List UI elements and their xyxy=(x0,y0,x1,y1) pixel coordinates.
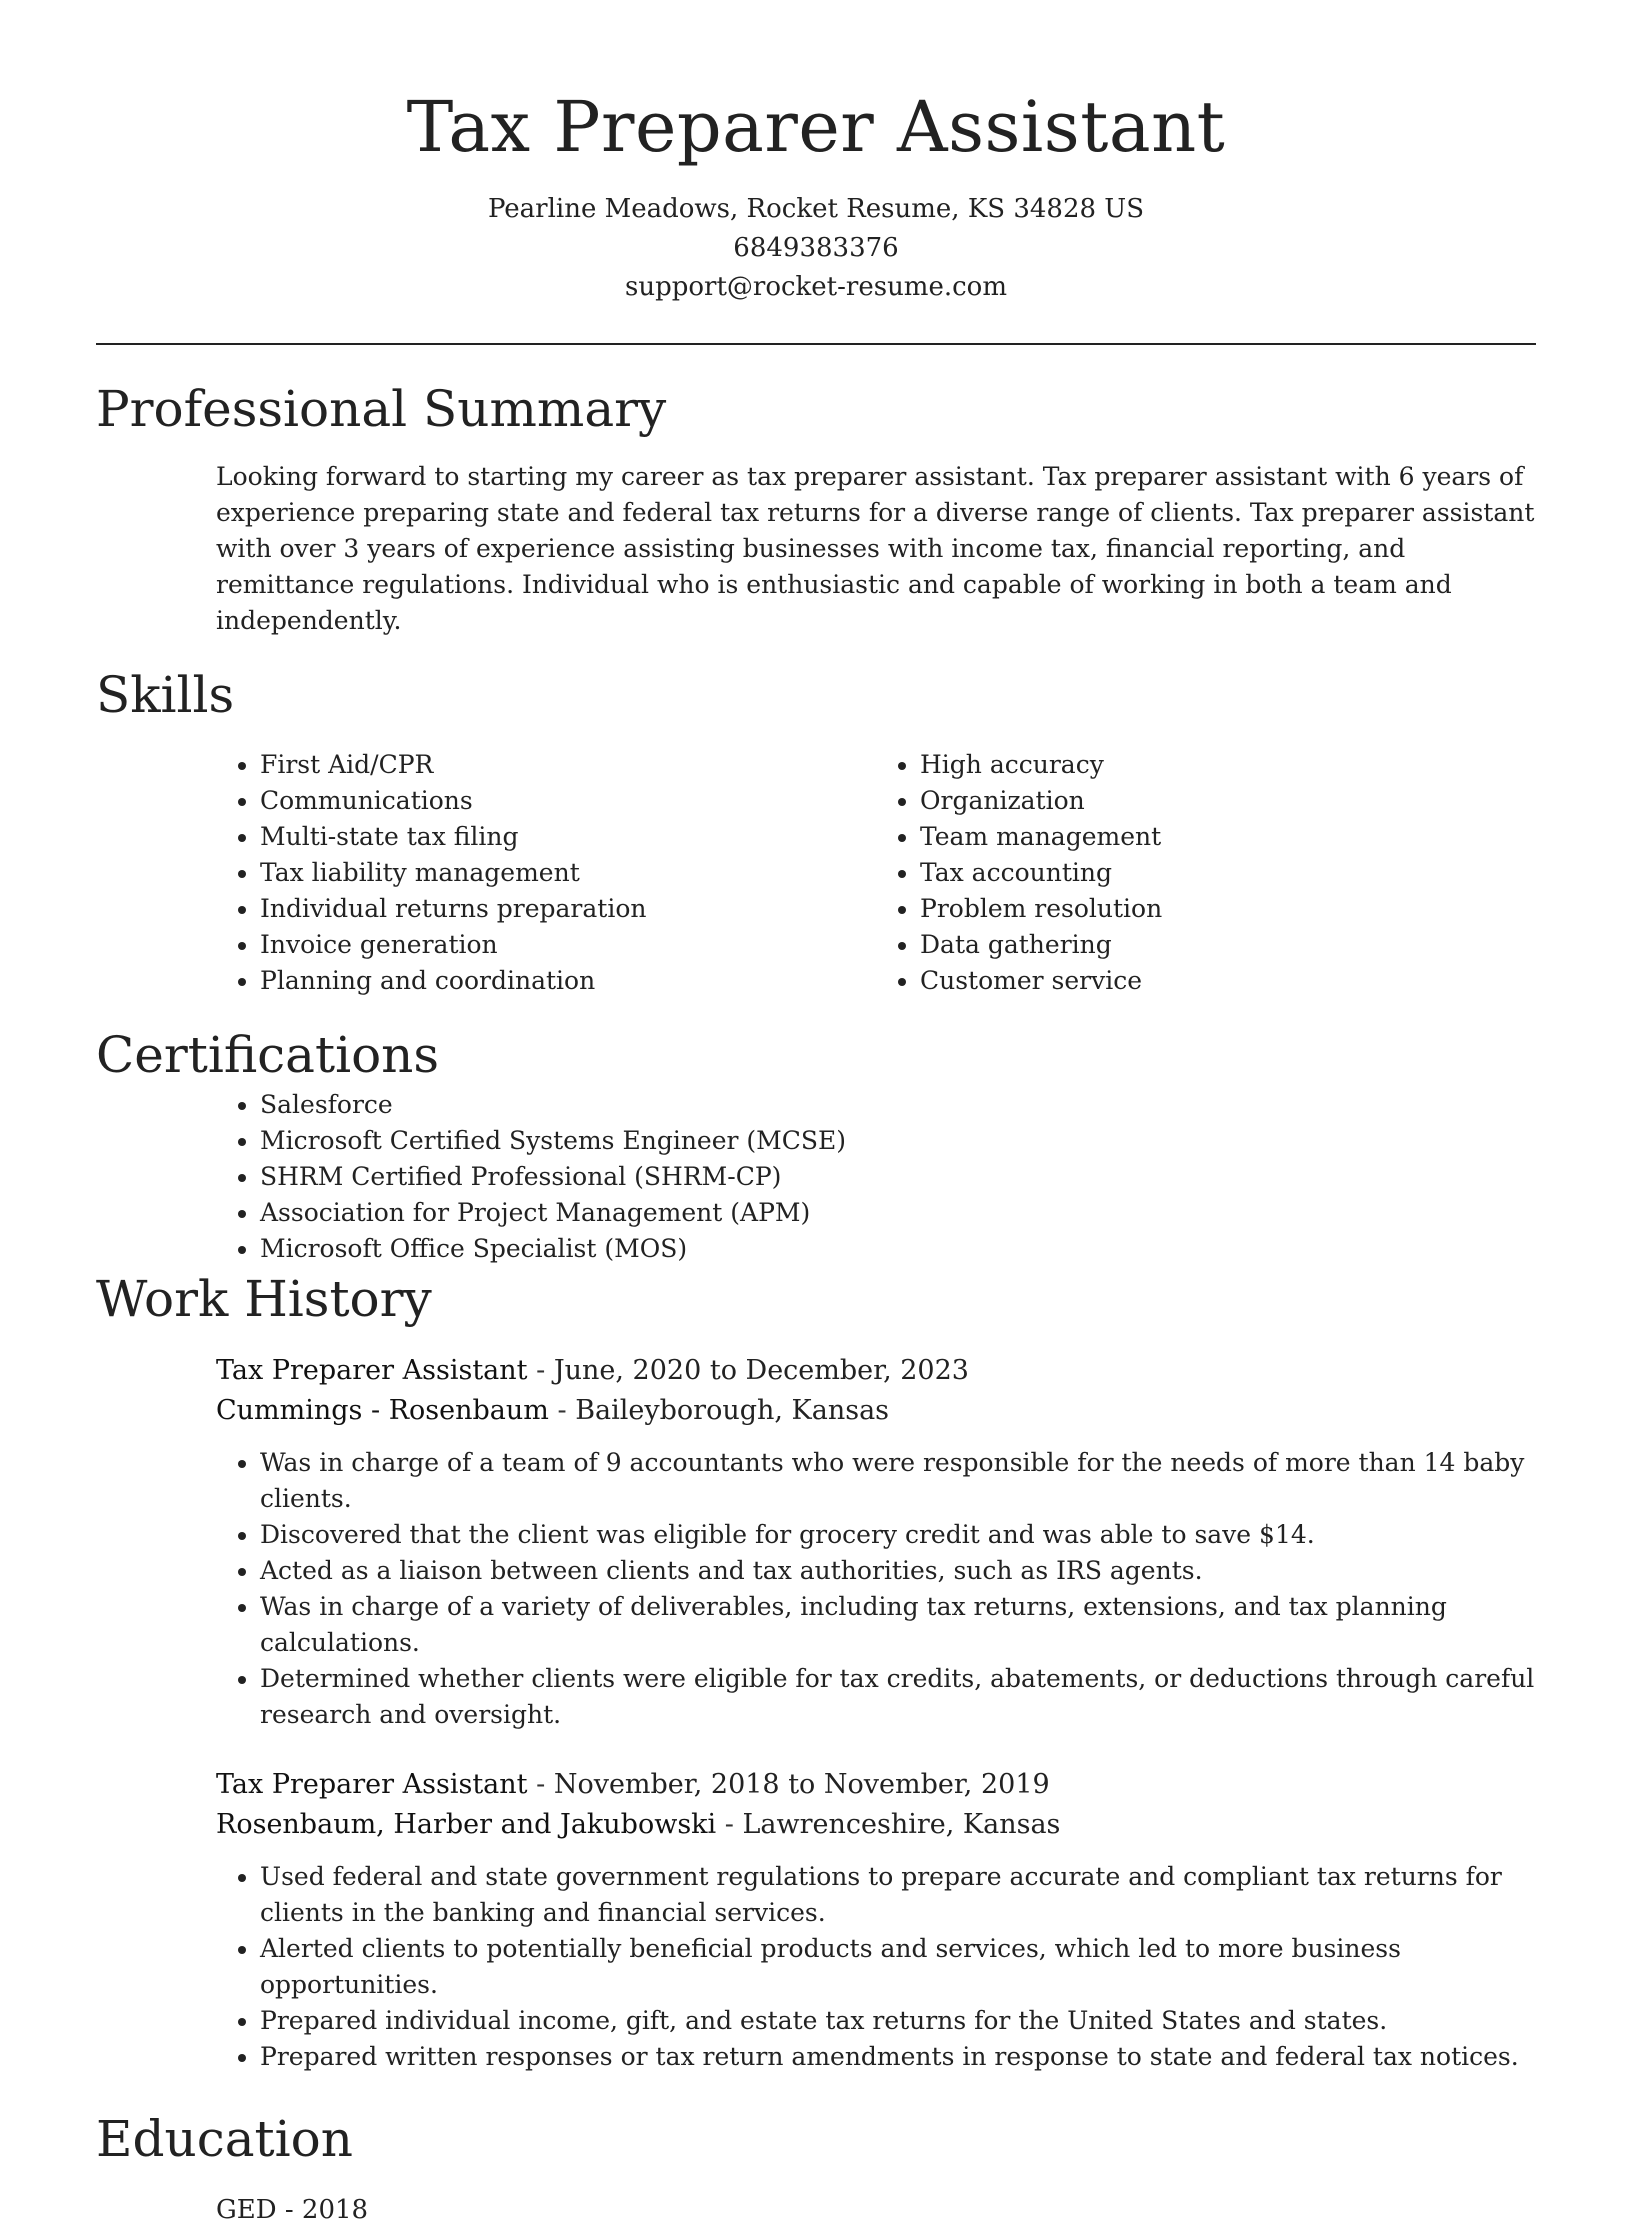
skills-section xyxy=(96,663,1536,999)
dash-separator: - xyxy=(527,1355,554,1386)
job-title-line xyxy=(216,1351,1536,1391)
job-duty: • Was in charge of a team of 9 accountants who were responsible for the needs of more than 14 baby clients. xyxy=(260,1445,1536,1517)
job-location: Lawrenceshire, Kansas xyxy=(742,1809,1061,1840)
job-dates: June, 2020 to December, 2023 xyxy=(553,1355,969,1386)
dash-separator: - xyxy=(527,1769,554,1800)
job-dates: November, 2018 to November, 2019 xyxy=(553,1769,1050,1800)
skill-item: • Organization xyxy=(920,783,1536,819)
job-duty: • Determined whether clients were eligible for tax credits, abatements, or deductions through careful research and oversight. xyxy=(260,1661,1536,1733)
work-history-heading: Work History xyxy=(96,1270,432,1328)
dash-separator: - xyxy=(548,1395,576,1426)
job-duty: • Alerted clients to potentially beneficial products and services, which led to more business opportunities. xyxy=(260,1931,1536,2003)
contact-email: support@rocket-resume.com xyxy=(624,272,1007,302)
skills-heading: Skills xyxy=(96,666,235,724)
job-company: Rosenbaum, Harber and Jakubowski xyxy=(216,1809,717,1840)
education-heading: Education xyxy=(96,2110,353,2168)
certification-item: • Microsoft Certified Systems Engineer (MCSE) xyxy=(260,1123,1536,1159)
education-entry: GED - 2018 xyxy=(216,2195,369,2225)
job-location: Baileyborough, Kansas xyxy=(575,1395,890,1426)
job-duty: • Prepared written responses or tax return amendments in response to state and federal tax notices. xyxy=(260,2039,1536,2075)
certifications-heading: Certifications xyxy=(96,1026,440,1084)
job-company-line xyxy=(216,1805,1536,1845)
skill-item: • Tax liability management xyxy=(260,855,876,891)
skill-item: • Invoice generation xyxy=(260,927,876,963)
job-duty: • Used federal and state government regulations to prepare accurate and compliant tax returns for clients in the banking and financial services. xyxy=(260,1859,1536,1931)
job-duty: • Prepared individual income, gift, and estate tax returns for the United States and states. xyxy=(260,2003,1536,2039)
job-duty: • Was in charge of a variety of deliverables, including tax returns, extensions, and tax planning calculations. xyxy=(260,1589,1536,1661)
job-company: Cummings - Rosenbaum xyxy=(216,1395,549,1426)
skill-item: • Customer service xyxy=(920,963,1536,999)
contact-block xyxy=(96,190,1536,307)
skill-item: • Planning and coordination xyxy=(260,963,876,999)
certifications-list xyxy=(216,1087,1536,1267)
job-title: Tax Preparer Assistant xyxy=(216,1355,528,1386)
job-company-line xyxy=(216,1391,1536,1431)
summary-heading: Professional Summary xyxy=(96,380,667,438)
certification-item: • Association for Project Management (APM) xyxy=(260,1195,1536,1231)
skills-list-right xyxy=(876,747,1536,999)
skill-item: • High accuracy xyxy=(920,747,1536,783)
skills-list-left xyxy=(216,747,876,999)
job-entry xyxy=(216,1765,1536,2075)
resume-title: Tax Preparer Assistant xyxy=(406,86,1226,168)
dash-separator: - xyxy=(716,1809,743,1840)
summary-text: Looking forward to starting my career as tax preparer assistant. Tax preparer assistant with 6 years of experience preparing state and federal tax returns for a diverse range of clients. Tax preparer assistant with over 3 years of experience assisting businesses with income tax, financial reporting, and remittance regulations. Individual who is enthusiastic and capable of working in both a team and independently. xyxy=(216,462,1535,635)
work-history-section xyxy=(96,1267,1536,2075)
skill-item: • First Aid/CPR xyxy=(260,747,876,783)
skill-item: • Multi-state tax filing xyxy=(260,819,876,855)
certification-item: • SHRM Certified Professional (SHRM-CP) xyxy=(260,1159,1536,1195)
job-title: Tax Preparer Assistant xyxy=(216,1769,528,1800)
skill-item: • Tax accounting xyxy=(920,855,1536,891)
summary-section xyxy=(96,377,1536,639)
contact-address: Pearline Meadows, Rocket Resume, KS 34828 US xyxy=(487,194,1145,224)
resume-header xyxy=(96,0,1536,307)
certifications-section xyxy=(96,1023,1536,1267)
skill-item: • Team management xyxy=(920,819,1536,855)
education-section xyxy=(96,2107,1536,2229)
job-duties-list xyxy=(216,1445,1536,1733)
job-duty: • Discovered that the client was eligible for grocery credit and was able to save $14. xyxy=(260,1517,1536,1553)
skill-item: • Data gathering xyxy=(920,927,1536,963)
certification-item: • Salesforce xyxy=(260,1087,1536,1123)
skills-grid xyxy=(216,747,1536,999)
job-entry xyxy=(216,1351,1536,1733)
skill-item: • Problem resolution xyxy=(920,891,1536,927)
skill-item: • Individual returns preparation xyxy=(260,891,876,927)
contact-phone: 6849383376 xyxy=(733,233,899,263)
header-divider xyxy=(96,343,1536,345)
certification-item: • Microsoft Office Specialist (MOS) xyxy=(260,1231,1536,1267)
skill-item: • Communications xyxy=(260,783,876,819)
job-duty: • Acted as a liaison between clients and tax authorities, such as IRS agents. xyxy=(260,1553,1536,1589)
job-title-line xyxy=(216,1765,1536,1805)
job-duties-list xyxy=(216,1859,1536,2075)
